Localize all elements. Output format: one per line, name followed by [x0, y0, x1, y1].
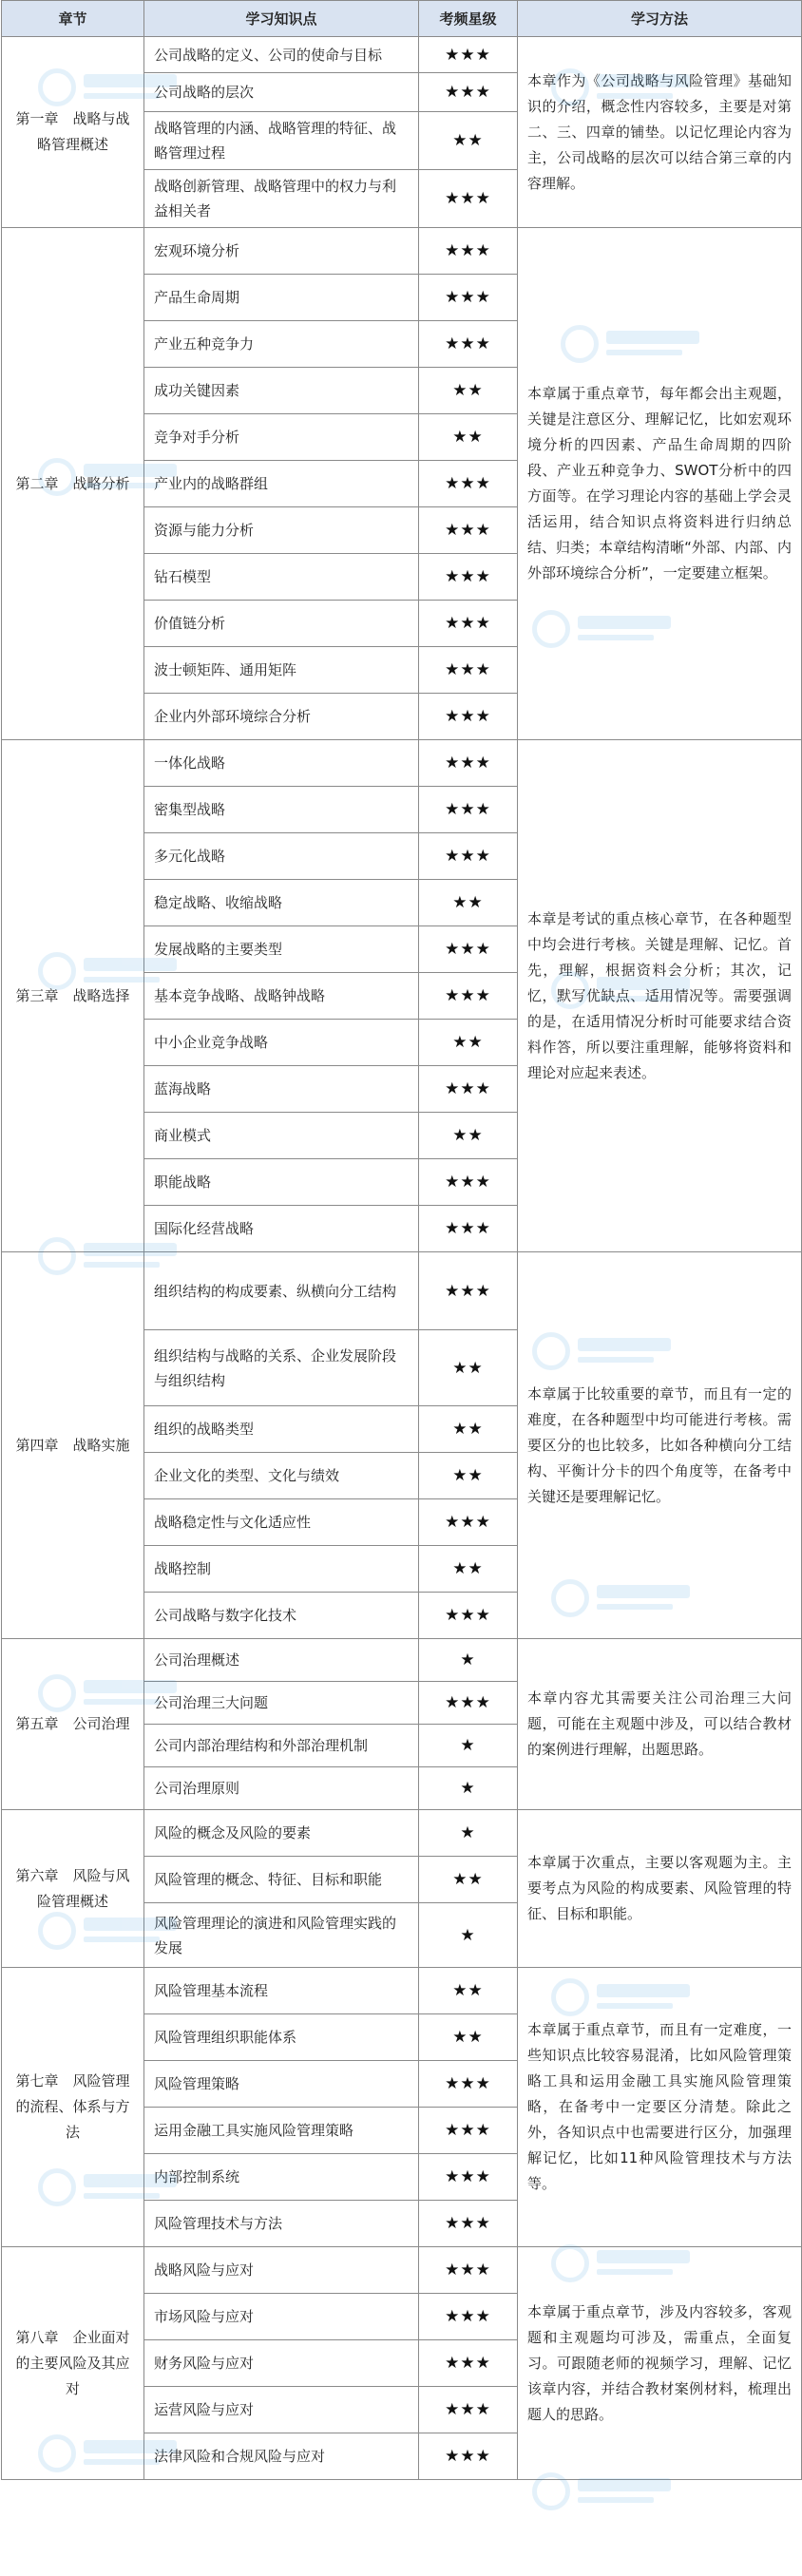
- chapter-name-cell: 第八章 企业面对的主要风险及其应对: [2, 2247, 144, 2480]
- frequency-stars-cell: ★: [419, 1639, 518, 1682]
- frequency-stars-cell: ★★★: [419, 2294, 518, 2340]
- chapter-name-cell: 第一章 战略与战略管理概述: [2, 37, 144, 228]
- table-row: [2, 740, 802, 787]
- frequency-stars-cell: ★★★: [419, 2340, 518, 2387]
- study-method-cell: 本章是考试的重点核心章节，在各种题型中均会进行考核。关键是理解、记忆。首先，理解，根据资料会分析；其次，记忆，默写优缺点、适用情况等。需要强调的是，在适用情况分析时可能要求结合资料作答，所以要注重理解，能够将资料和理论对应起来表述。: [518, 740, 802, 1252]
- frequency-stars-cell: ★★★: [419, 694, 518, 740]
- study-method-cell: 本章属于重点章节，每年都会出主观题，关键是注意区分、理解记忆，比如宏观环境分析的四因素、产品生命周期的四阶段、产业五种竞争力、SWOT分析中的四方面等。在学习理论内容的基础上学会灵活运用，结合知识点将资料进行归纳总结、归类；本章结构清晰“外部、内部、内外部环境综合分析”，一定要建立框架。: [518, 228, 802, 740]
- topic-cell: 公司治理概述: [144, 1639, 419, 1682]
- frequency-stars-cell: ★★★: [419, 926, 518, 973]
- frequency-stars-cell: ★★: [419, 112, 518, 170]
- table-row: [2, 1968, 802, 2014]
- header-frequency: 考频星级: [419, 1, 518, 37]
- header-chapter: 章节: [2, 1, 144, 37]
- topic-cell: 成功关键因素: [144, 368, 419, 414]
- frequency-stars-cell: ★: [419, 1725, 518, 1767]
- topic-cell: 风险管理理论的演进和风险管理实践的发展: [144, 1903, 419, 1968]
- topic-cell: 组织结构与战略的关系、企业发展阶段与组织结构: [144, 1330, 419, 1406]
- frequency-stars-cell: ★★★: [419, 461, 518, 507]
- topic-cell: 风险管理组织职能体系: [144, 2014, 419, 2061]
- topic-cell: 企业内外部环境综合分析: [144, 694, 419, 740]
- frequency-stars-cell: ★★★: [419, 73, 518, 112]
- topic-cell: 公司战略与数字化技术: [144, 1593, 419, 1639]
- study-method-cell: 本章作为《公司战略与风险管理》基础知识的介绍，概念性内容较多，主要是对第二、三、四章的铺垫。以记忆理论内容为主，公司战略的层次可以结合第三章的内容理解。: [518, 37, 802, 228]
- topic-cell: 组织的战略类型: [144, 1406, 419, 1453]
- topic-cell: 市场风险与应对: [144, 2294, 419, 2340]
- topic-cell: 蓝海战略: [144, 1066, 419, 1113]
- frequency-stars-cell: ★★: [419, 1406, 518, 1453]
- frequency-stars-cell: ★★: [419, 1020, 518, 1066]
- topic-cell: 风险管理技术与方法: [144, 2201, 419, 2247]
- frequency-stars-cell: ★★★: [419, 228, 518, 275]
- table-row: [2, 1639, 802, 1682]
- frequency-stars-cell: ★★: [419, 1453, 518, 1499]
- topic-cell: 宏观环境分析: [144, 228, 419, 275]
- study-method-cell: 本章属于重点章节，涉及内容较多，客观题和主观题均可涉及，需重点，全面复习。可跟随老师的视频学习，理解、记忆该章内容，并结合教材案例材料，梳理出题人的思路。: [518, 2247, 802, 2480]
- frequency-stars-cell: ★★★: [419, 1593, 518, 1639]
- frequency-stars-cell: ★: [419, 1767, 518, 1810]
- topic-cell: 风险管理策略: [144, 2061, 419, 2108]
- topic-cell: 国际化经营战略: [144, 1206, 419, 1252]
- chapter-name-cell: 第二章 战略分析: [2, 228, 144, 740]
- frequency-stars-cell: ★★: [419, 1113, 518, 1159]
- topic-cell: 公司治理原则: [144, 1767, 419, 1810]
- frequency-stars-cell: ★★★: [419, 2061, 518, 2108]
- topic-cell: 战略稳定性与文化适应性: [144, 1499, 419, 1546]
- topic-cell: 运用金融工具实施风险管理策略: [144, 2108, 419, 2154]
- topic-cell: 内部控制系统: [144, 2154, 419, 2201]
- table-row: [2, 2247, 802, 2294]
- frequency-stars-cell: ★★★: [419, 1252, 518, 1330]
- frequency-stars-cell: ★★★: [419, 1499, 518, 1546]
- chapter-name-cell: 第七章 风险管理的流程、体系与方法: [2, 1968, 144, 2247]
- table-row: [2, 1252, 802, 1330]
- topic-cell: 发展战略的主要类型: [144, 926, 419, 973]
- frequency-stars-cell: ★★: [419, 1968, 518, 2014]
- topic-cell: 战略风险与应对: [144, 2247, 419, 2294]
- topic-cell: 产业内的战略群组: [144, 461, 419, 507]
- frequency-stars-cell: ★★: [419, 368, 518, 414]
- topic-cell: 风险管理基本流程: [144, 1968, 419, 2014]
- frequency-stars-cell: ★★★: [419, 170, 518, 228]
- study-plan-table: [1, 0, 802, 2480]
- topic-cell: 战略管理的内涵、战略管理的特征、战略管理过程: [144, 112, 419, 170]
- topic-cell: 竞争对手分析: [144, 414, 419, 461]
- topic-cell: 公司内部治理结构和外部治理机制: [144, 1725, 419, 1767]
- table-row: [2, 1810, 802, 1857]
- topic-cell: 财务风险与应对: [144, 2340, 419, 2387]
- frequency-stars-cell: ★★: [419, 1330, 518, 1406]
- frequency-stars-cell: ★★: [419, 1546, 518, 1593]
- chapter-name-cell: 第四章 战略实施: [2, 1252, 144, 1639]
- table-row: [2, 228, 802, 275]
- chapter-name-cell: 第六章 风险与风险管理概述: [2, 1810, 144, 1968]
- topic-cell: 价值链分析: [144, 601, 419, 647]
- frequency-stars-cell: ★★★: [419, 973, 518, 1020]
- chapter-name-cell: 第三章 战略选择: [2, 740, 144, 1252]
- header-topic: 学习知识点: [144, 1, 419, 37]
- topic-cell: 商业模式: [144, 1113, 419, 1159]
- topic-cell: 战略控制: [144, 1546, 419, 1593]
- frequency-stars-cell: ★★★: [419, 647, 518, 694]
- frequency-stars-cell: ★★: [419, 2014, 518, 2061]
- topic-cell: 风险的概念及风险的要素: [144, 1810, 419, 1857]
- topic-cell: 风险管理的概念、特征、目标和职能: [144, 1857, 419, 1903]
- topic-cell: 战略创新管理、战略管理中的权力与利益相关者: [144, 170, 419, 228]
- topic-cell: 一体化战略: [144, 740, 419, 787]
- header-method: 学习方法: [518, 1, 802, 37]
- topic-cell: 密集型战略: [144, 787, 419, 833]
- topic-cell: 钻石模型: [144, 554, 419, 601]
- topic-cell: 产业五种竞争力: [144, 321, 419, 368]
- frequency-stars-cell: ★: [419, 1810, 518, 1857]
- frequency-stars-cell: ★★: [419, 414, 518, 461]
- frequency-stars-cell: ★★★: [419, 1159, 518, 1206]
- frequency-stars-cell: ★★★: [419, 1682, 518, 1725]
- frequency-stars-cell: ★★★: [419, 2247, 518, 2294]
- topic-cell: 公司战略的层次: [144, 73, 419, 112]
- study-method-cell: 本章属于比较重要的章节，而且有一定的难度，在各种题型中均可能进行考核。需要区分的也比较多，比如各种横向分工结构、平衡计分卡的四个角度等，在备考中关键还是要理解记忆。: [518, 1252, 802, 1639]
- frequency-stars-cell: ★★★: [419, 2154, 518, 2201]
- frequency-stars-cell: ★★★: [419, 554, 518, 601]
- topic-cell: 产品生命周期: [144, 275, 419, 321]
- frequency-stars-cell: ★★★: [419, 2108, 518, 2154]
- topic-cell: 公司治理三大问题: [144, 1682, 419, 1725]
- topic-cell: 多元化战略: [144, 833, 419, 880]
- topic-cell: 基本竞争战略、战略钟战略: [144, 973, 419, 1020]
- study-method-cell: 本章属于重点章节，而且有一定难度，一些知识点比较容易混淆，比如风险管理策略工具和运用金融工具实施风险管理策略，在备考中一定要区分清楚。除此之外，各知识点中也需要进行区分，加强理解记忆，比如11种风险管理技术与方法等。: [518, 1968, 802, 2247]
- topic-cell: 资源与能力分析: [144, 507, 419, 554]
- study-method-cell: 本章内容尤其需要关注公司治理三大问题，可能在主观题中涉及，可以结合教材的案例进行理解，出题思路。: [518, 1639, 802, 1810]
- frequency-stars-cell: ★★★: [419, 275, 518, 321]
- frequency-stars-cell: ★★★: [419, 740, 518, 787]
- topic-cell: 公司战略的定义、公司的使命与目标: [144, 37, 419, 73]
- study-method-cell: 本章属于次重点，主要以客观题为主。主要考点为风险的构成要素、风险管理的特征、目标和职能。: [518, 1810, 802, 1968]
- topic-cell: 波士顿矩阵、通用矩阵: [144, 647, 419, 694]
- frequency-stars-cell: ★: [419, 1903, 518, 1968]
- frequency-stars-cell: ★★★: [419, 2201, 518, 2247]
- topic-cell: 运营风险与应对: [144, 2387, 419, 2433]
- header-row: [2, 1, 802, 37]
- frequency-stars-cell: ★★★: [419, 507, 518, 554]
- frequency-stars-cell: ★★★: [419, 37, 518, 73]
- topic-cell: 中小企业竞争战略: [144, 1020, 419, 1066]
- topic-cell: 企业文化的类型、文化与绩效: [144, 1453, 419, 1499]
- topic-cell: 组织结构的构成要素、纵横向分工结构: [144, 1252, 419, 1330]
- frequency-stars-cell: ★★★: [419, 321, 518, 368]
- frequency-stars-cell: ★★★: [419, 2387, 518, 2433]
- frequency-stars-cell: ★★★: [419, 1066, 518, 1113]
- frequency-stars-cell: ★★★: [419, 787, 518, 833]
- frequency-stars-cell: ★★★: [419, 833, 518, 880]
- topic-cell: 法律风险和合规风险与应对: [144, 2433, 419, 2480]
- frequency-stars-cell: ★★: [419, 1857, 518, 1903]
- chapter-name-cell: 第五章 公司治理: [2, 1639, 144, 1810]
- topic-cell: 职能战略: [144, 1159, 419, 1206]
- topic-cell: 稳定战略、收缩战略: [144, 880, 419, 926]
- frequency-stars-cell: ★★★: [419, 601, 518, 647]
- frequency-stars-cell: ★★★: [419, 2433, 518, 2480]
- table-row: [2, 37, 802, 73]
- frequency-stars-cell: ★★: [419, 880, 518, 926]
- frequency-stars-cell: ★★★: [419, 1206, 518, 1252]
